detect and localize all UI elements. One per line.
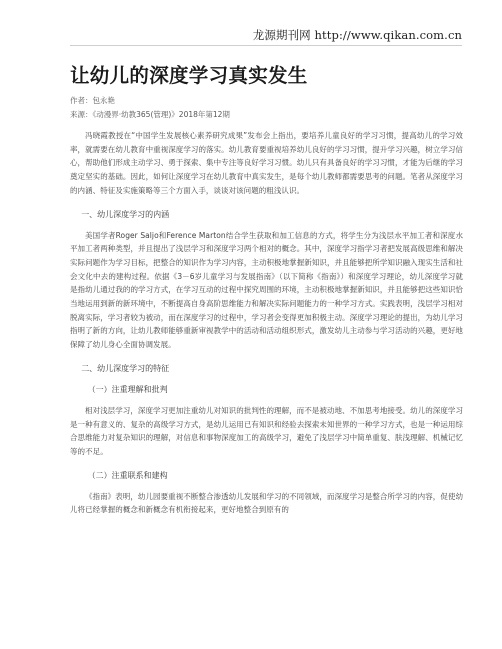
header-divider [70, 45, 462, 46]
subsection-2-paragraph: 《指南》表明，幼儿园要重视不断整合渗透幼儿发展和学习的不同领域，而深度学习是整合所学习的内容，促使幼儿将已经掌握的概念和新概念有机衔接起来，更好地整合到原有的 [70, 491, 463, 515]
subsection-1-paragraph: 相对浅层学习，深度学习更加注重幼儿对知识的批判性的理解，而不是被动地、不加思考地接受。幼儿的深度学习是一种有意义的、复杂的高级学习方式，是幼儿运用已有知识和经验去探索未知世界的一种学习方式，也是一种运用综合思维能力对复杂知识的理解，对信息和事物深度加工的高级学习，避免了浅层学习中简单重复、肤浅理解、机械记忆等的不足。 [70, 405, 463, 456]
source-line: 来源：《动漫界·幼教365(管理)》2018年第12期 [70, 109, 230, 119]
article-body [70, 63, 463, 517]
site-header: 龙源期刊网 http://www.qikan.com.cn [252, 28, 462, 42]
intro-paragraph: 冯晓霞教授在“中国学生发展核心素养研究成果”发布会上指出，要培养儿童良好的学习习惯，提高幼儿的学习效率，就需要在幼儿教育中重视深度学习的落实。幼儿教育要重视培养幼儿良好的学习习惯，提升学习兴趣，树立学习信心，帮助他们形成主动学习、勇于探索、集中专注等良好学习习惯。幼儿只有具备良好的学习习惯，才能为后继的学习奠定坚实的基础。因此，如何让深度学习在幼儿教育中真实发生，是每个幼儿教师都需要思考的问题。笔者从深度学习的内涵、特征及实施策略等三个方面入手，谈谈对该问题的粗浅认识。 [70, 131, 463, 195]
section-heading-2: 二、幼儿深度学习的特征 [81, 363, 170, 373]
author-line: 作者：包永艳 [70, 96, 115, 105]
section-heading-1: 一、幼儿深度学习的内涵 [81, 209, 170, 219]
subsection-heading-1: （一）注重理解和批判 [87, 384, 168, 394]
section-1-paragraph: 美国学者Roger Saljo和Ference Marton结合学生获取和加工信息的方式，将学生分为浅层水平加工者和深度水平加工者两种类型，并且提出了浅层学习和深度学习两个相对的概念。其中，深度学习指学习者把发展高级思维和解决实际问题作为学习目标，把整合的知识作为学习内容，主动积极地掌握新知识，并且能够把所学知识融入现实生活和社会文化中去的建构过程。依据《3－6岁儿童学习与发展指南》（以下简称《指南》）和深度学习理论，幼儿深度学习就是指幼儿通过我的的学习方式，在学习互动的过程中探究周围的环境，主动积极地掌握新知识，并且能够把这些知识恰当地运用到新的新环境中，不断提高自身高阶思维能力和解决实际问题能力的一种学习方式。实践表明，浅层学习相对脱离实际，学习者较为被动，而在深度学习的过程中，学习者会变得更加积极主动。深度学习理论的提出，为幼儿学习指明了新的方向，让幼儿教师能够重新审视教学中的活动和活动组织形式，激发幼儿主动参与学习活动的兴趣，更好地保障了幼儿身心全面协调发展。 [70, 230, 463, 350]
article-title: 让幼儿的深度学习真实发生 [70, 64, 308, 87]
subsection-heading-2: （二）注重联系和建构 [87, 470, 168, 480]
